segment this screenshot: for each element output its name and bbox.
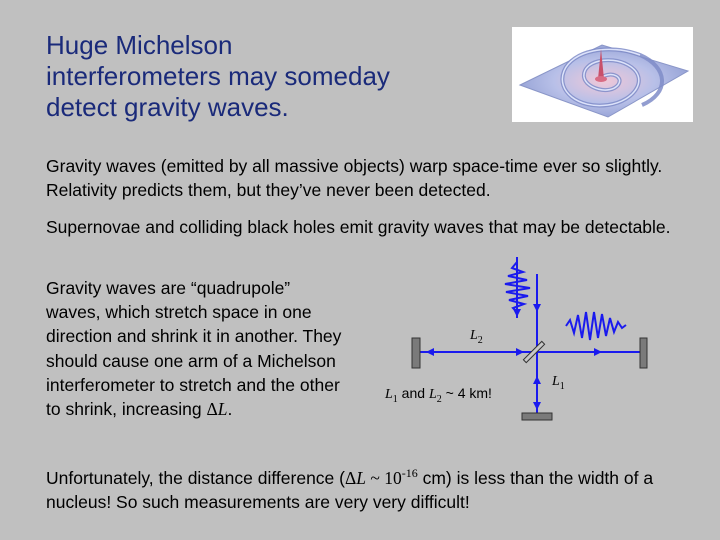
conclusion-post: cm) is less than the width of a nucleus! So such measurements are very very difficult!	[46, 467, 654, 512]
caption-l2-sub: 2	[436, 393, 442, 405]
length-variable-2: L	[356, 467, 366, 488]
mirror-l1	[522, 413, 552, 420]
caption-l1-var: L	[385, 387, 393, 402]
caption-and: and	[397, 385, 429, 401]
caption-l2-var: L	[428, 387, 437, 402]
paragraph-supernovae: Supernovae and colliding black holes emit gravity waves that may be detectable.	[46, 217, 671, 237]
approx-ten: ~ 10	[365, 467, 402, 488]
paragraph-quadrupole-end: .	[227, 399, 233, 420]
label-l1	[552, 374, 565, 392]
caption-tail: ~ 4 km!	[441, 385, 492, 401]
arm-length-caption	[385, 385, 492, 405]
caption-l1-sub: 1	[392, 393, 398, 405]
paragraph-quadrupole	[46, 276, 346, 421]
exponent: -16	[401, 466, 418, 480]
title-line-1: Huge Michelson	[46, 30, 233, 60]
conclusion-pre: Unfortunately, the distance difference (	[46, 467, 345, 488]
length-variable: L	[217, 399, 228, 420]
paragraph-quadrupole-text: Gravity waves are “quadrupole” waves, which stretch space in one direction and shrink it in another. They should cause one arm of a Michelson interferometer to stretch and the other to shrink, increasing	[46, 278, 342, 420]
delta-symbol: Δ	[206, 399, 218, 420]
title-line-2: interferometers may someday	[46, 61, 390, 91]
label-l1-sub: 1	[559, 380, 565, 392]
label-l2-var: L	[470, 328, 478, 343]
source-wavepacket	[505, 262, 530, 312]
title-line-3: detect gravity waves.	[46, 92, 289, 122]
delta-symbol-2: Δ	[344, 467, 357, 488]
label-l1-var: L	[552, 374, 560, 389]
gravity-wave-spiral-icon	[512, 27, 693, 122]
paragraph-gravity-waves: Gravity waves (emitted by all massive objects) warp space-time ever so slightly. Relativity predicts them, but they’ve never been detected.	[46, 156, 663, 200]
mirror-l2	[412, 338, 420, 368]
output-wavepacket	[566, 312, 626, 340]
paragraph-conclusion	[46, 461, 686, 514]
slide-title	[46, 30, 496, 123]
detector	[640, 338, 647, 368]
beam-splitter	[523, 341, 544, 362]
label-l2	[470, 328, 483, 346]
gravity-wave-spiral-image	[512, 27, 693, 122]
label-l2-sub: 2	[477, 334, 483, 346]
